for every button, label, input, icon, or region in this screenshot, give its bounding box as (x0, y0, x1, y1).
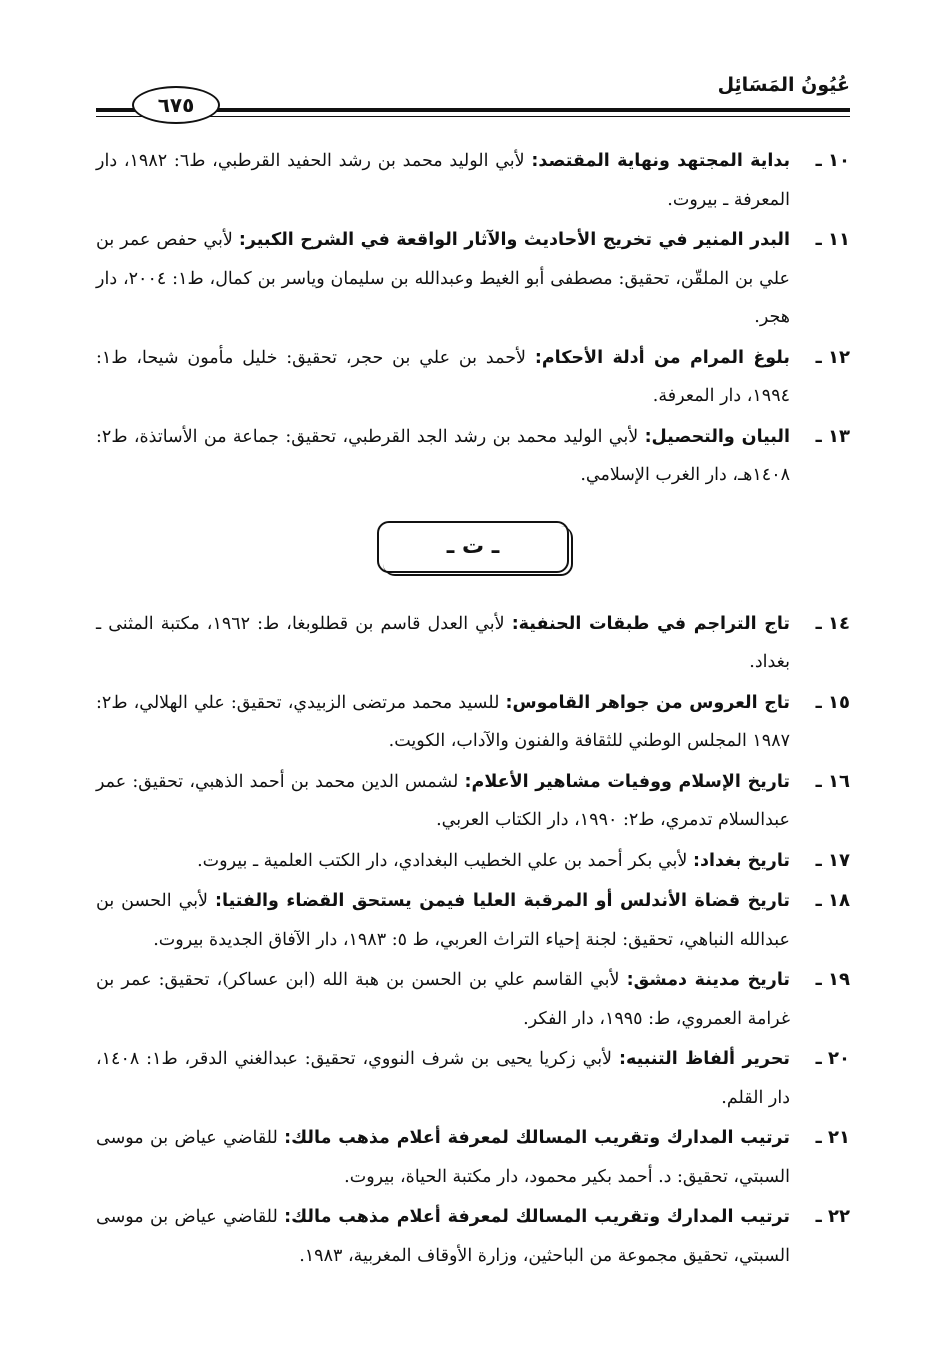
entry-number: ٢٢ ـ (815, 1206, 850, 1227)
bibliography-entry (96, 339, 850, 416)
entry-title: تاريخ مدينة دمشق: (626, 970, 790, 990)
entry-text (96, 684, 790, 761)
entry-text (96, 418, 790, 495)
bibliography-entry (96, 1040, 850, 1117)
entry-title: بداية المجتهد ونهاية المقتصد: (531, 151, 791, 171)
entry-title: البيان والتحصيل: (644, 426, 790, 447)
entry-number: ٢٠ ـ (815, 1048, 850, 1069)
entry-details: لأبي القاسم علي بن الحسن بن هبة الله (ابن عساكر)، تحقيق: عمر بن غرامة العمروي، ط: ١٩٩٥، دار الفكر. (96, 970, 790, 1029)
bibliography-entry (96, 961, 850, 1038)
entry-text (96, 221, 790, 337)
bibliography-entry (96, 605, 850, 682)
bibliography-entry (96, 418, 850, 495)
bibliography-entry (96, 142, 850, 219)
entry-details: للقاضي عياض بن موسى السبتي، تحقيق مجموعة من الباحثين، وزارة الأوقاف المغربية، ١٩٨٣. (96, 1207, 790, 1266)
entry-details: لأبي الوليد محمد بن رشد الجد القرطبي، تحقيق: جماعة من الأساتذة، ط٢: ١٤٠٨هـ، دار الغرب الإسلامي. (96, 426, 790, 485)
entry-title: بلوغ المرام من أدلة الأحكام: (534, 347, 790, 368)
page-number: ٦٧٥ (132, 86, 220, 124)
entry-number: ١٠ ـ (815, 150, 850, 171)
entry-text (96, 882, 790, 959)
entry-details: لأبي زكريا يحيى بن شرف النووي، تحقيق: عبدالغني الدقر، ط١: ١٤٠٨، دار القلم. (96, 1049, 790, 1108)
page-header (96, 66, 850, 126)
bibliography-entry (96, 1119, 850, 1196)
entry-details: لأبي حفص عمر بن علي بن الملقّن، تحقيق: مصطفى أبو الغيط وعبدالله بن سليمان وياسر بن كمال، ط١: ٢٠٠٤، دار هجر. (96, 230, 790, 327)
entry-text (96, 763, 790, 840)
section-heading-box (377, 521, 569, 573)
entry-details: لأبي الحسن بن عبدالله النباهي، تحقيق: لجنة إحياء التراث العربي، ط ٥: ١٩٨٣، دار الآفاق الجديدة بيروت. (96, 891, 790, 950)
entry-text (96, 1040, 790, 1117)
entry-text (96, 339, 790, 416)
entry-details: لأبي الوليد محمد بن رشد الحفيد القرطبي، ط٦: ١٩٨٢، دار المعرفة ـ بيروت. (96, 151, 790, 210)
entry-details: لأبي العدل قاسم بن قطلوبغا، ط: ١٩٦٢، مكتبة المثنى ـ بغداد. (96, 613, 790, 672)
bibliography-list (96, 142, 850, 1277)
entry-number: ١٦ ـ (815, 770, 850, 792)
entry-text (96, 142, 790, 219)
entry-number: ١٨ ـ (815, 890, 850, 911)
entry-title: تحرير ألفاظ التنبيه: (618, 1049, 790, 1069)
entry-details: للسيد محمد مرتضى الزبيدي، تحقيق: علي الهلالي، ط٢: ١٩٨٧ المجلس الوطني للثقافة والفنون والآداب، الكويت. (96, 692, 790, 751)
entry-text (96, 605, 790, 682)
entry-title: تاج التراجم في طبقات الحنفية: (511, 613, 791, 634)
entry-text (96, 961, 790, 1038)
entry-title: تاريخ بغداد: (692, 850, 790, 871)
entry-text (96, 842, 790, 881)
entry-text (96, 1198, 790, 1275)
bibliography-entry (96, 221, 850, 337)
running-title: عُيُونُ المَسَائِل (717, 74, 850, 96)
bibliography-entry (96, 1198, 850, 1275)
entry-number: ١٩ ـ (815, 969, 850, 990)
entry-number: ١٢ ـ (815, 346, 850, 368)
entry-number: ١٧ ـ (815, 849, 850, 871)
entry-number: ١٣ ـ (815, 425, 850, 447)
entry-number: ١١ ـ (815, 229, 850, 250)
bibliography-entry (96, 882, 850, 959)
entry-details: لشمس الدين محمد بن أحمد الذهبي، تحقيق: عمر عبدالسلام تدمري، ط٢: ١٩٩٠، دار الكتاب العربي. (96, 771, 790, 830)
entry-title: البدر المنير في تخريج الأحاديث والآثار الواقعة في الشرح الكبير: (238, 230, 790, 250)
entry-details: لأبي بكر أحمد بن علي الخطيب البغدادي، دار الكتب العلمية ـ بيروت. (197, 850, 693, 871)
entry-number: ٢١ ـ (815, 1127, 850, 1148)
entry-number: ١٥ ـ (815, 691, 850, 713)
bibliography-entry (96, 684, 850, 761)
entry-title: تاريخ قضاة الأندلس أو المرقبة العليا فيمن يستحق القضاء والفتيا: (215, 891, 790, 911)
bibliography-entry (96, 763, 850, 840)
entry-title: ترتيب المدارك وتقريب المسالك لمعرفة أعلام مذهب مالك: (284, 1207, 790, 1227)
entry-text (96, 1119, 790, 1196)
bibliography-entry (96, 842, 850, 881)
entry-title: تاريخ الإسلام ووفيات مشاهير الأعلام: (464, 771, 790, 792)
entry-details: للقاضي عياض بن موسى السبتي، تحقيق: د. أحمد بكير محمود، دار مكتبة الحياة، بيروت. (96, 1128, 790, 1187)
entry-number: ١٤ ـ (815, 612, 850, 634)
entry-title: تاج العروس من جواهر القاموس: (505, 692, 790, 713)
entry-title: ترتيب المدارك وتقريب المسالك لمعرفة أعلام مذهب مالك: (284, 1128, 790, 1148)
entry-details: لأحمد بن علي بن حجر، تحقيق: خليل مأمون شيحا، ط١: ١٩٩٤، دار المعرفة. (96, 347, 790, 406)
section-letter: ـ ت ـ (446, 534, 500, 559)
